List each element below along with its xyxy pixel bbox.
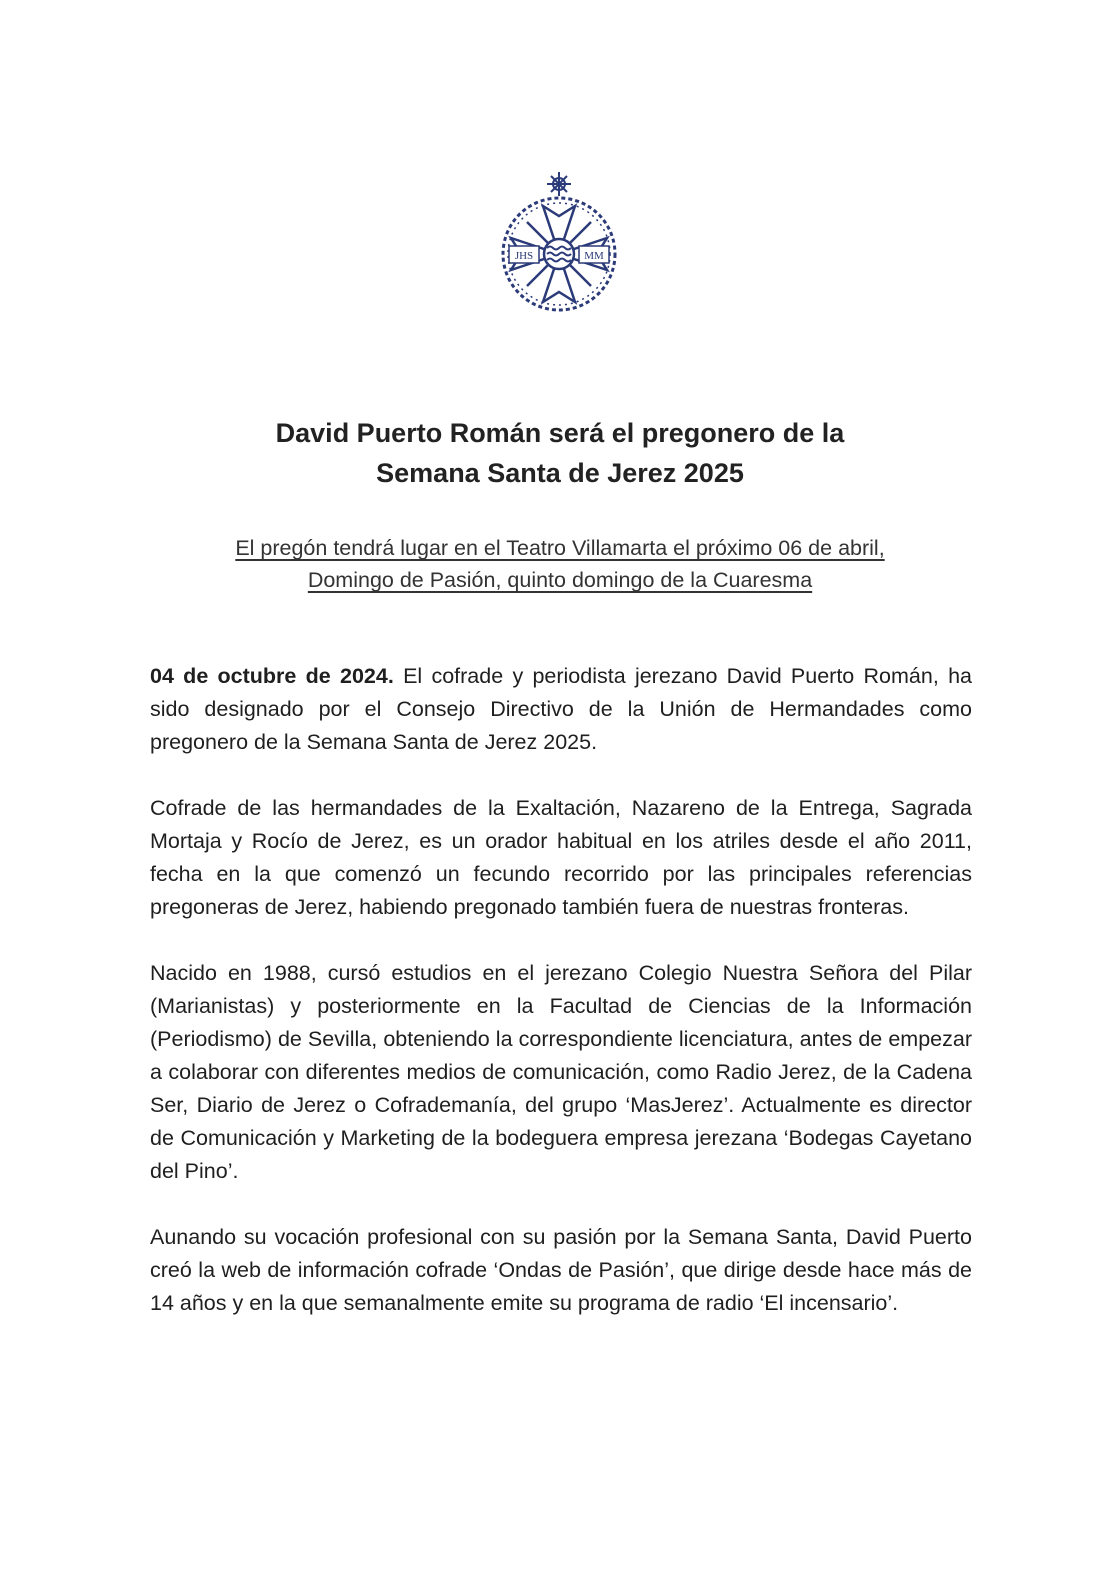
document-title	[150, 413, 970, 493]
dateline: 04 de octubre de 2024.	[150, 664, 394, 688]
title-line-2: Semana Santa de Jerez 2025	[376, 458, 744, 488]
emblem-monogram-right: MM	[584, 250, 604, 262]
paragraph-3: Nacido en 1988, cursó estudios en el jerezano Colegio Nuestra Señora del Pilar (Marianistas) y posteriormente en la Facultad de Ciencias de la Información (Periodismo) de Sevilla, obteniendo la correspondiente licenciatura, antes de empezar a colaborar con diferentes medios de comunicación, como Radio Jerez, de la Cadena Ser, Diario de Jerez o Cofrademanía, del grupo ‘MasJerez’. Actualmente es director de Comunicación y Marketing de la bodeguera empresa jerezana ‘Bodegas Cayetano del Pino’.	[150, 961, 972, 1183]
title-line-1: David Puerto Román será el pregonero de la	[275, 418, 845, 448]
document-body	[150, 660, 972, 1353]
subtitle-line-1: El pregón tendrá lugar en el Teatro Villamarta el próximo 06 de abril,	[235, 536, 885, 560]
subtitle-line-2: Domingo de Pasión, quinto domingo de la Cuaresma	[307, 568, 813, 592]
emblem-monogram-left: JHS	[514, 250, 534, 262]
document-subtitle	[150, 532, 970, 596]
paragraph-1-text: El cofrade y periodista jerezano David Puerto Román, ha sido designado por el Consejo Directivo de la Unión de Hermandades como pregonero de la Semana Santa de Jerez 2025.	[150, 664, 972, 754]
paragraph-2: Cofrade de las hermandades de la Exaltación, Nazareno de la Entrega, Sagrada Mortaja y Rocío de Jerez, es un orador habitual en los atriles desde el año 2011, fecha en la que comenzó un fecundo recorrido por las principales referencias pregoneras de Jerez, habiendo pregonado también fuera de nuestras fronteras.	[150, 796, 972, 919]
paragraph-4: Aunando su vocación profesional con su pasión por la Semana Santa, David Puerto creó la web de información cofrade ‘Ondas de Pasión’, que dirige desde hace más de 14 años y en la que semanalmente emite su programa de radio ‘El incensario’.	[150, 1225, 972, 1315]
brotherhood-cross-emblem-icon	[493, 170, 625, 322]
paragraph-1	[150, 660, 972, 759]
